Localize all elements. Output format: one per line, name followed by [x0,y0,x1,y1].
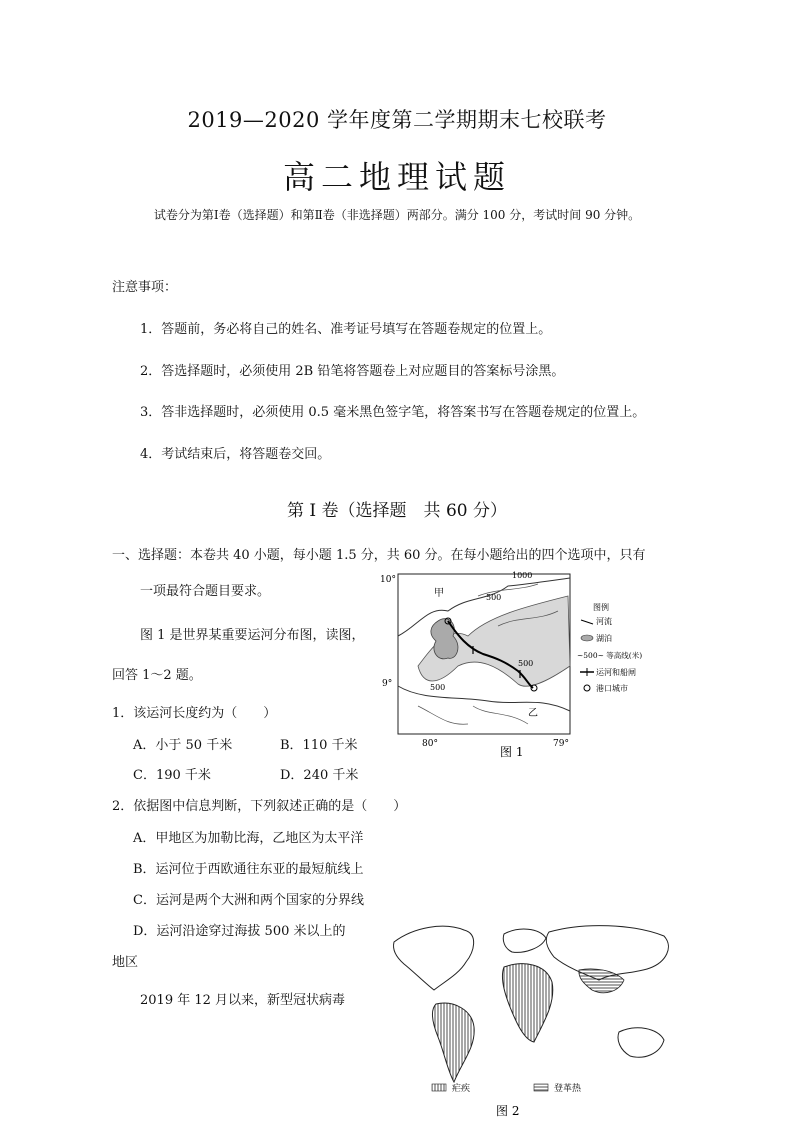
question-1-option-a: A．小于 50 千米 [133,738,233,753]
continent-north-america [393,926,473,990]
question-1-option-d: D．240 千米 [280,768,359,783]
note-item-4: 4．考试结束后，将答题卷交回。 [140,447,331,462]
lat-bottom-label: 9° [382,679,393,689]
section-title: 第 I 卷（选择题 共 60 分） [287,501,507,521]
question-2-stem: 2．依据图中信息判断，下列叙述正确的是（ ） [112,799,407,814]
section-instruction-line2: 一项最符合题目要求。 [140,584,271,599]
continent-south-america [432,1003,474,1082]
note-item-2: 2．答选择题时，必须使用 2B 铅笔将答题卷上对应题目的答案标号涂黑。 [140,364,565,379]
note-item-3: 3．答非选择题时，必须使用 0.5 毫米黑色签字笔，将答案书写在答题卷规定的位置上。 [140,405,646,420]
legend-lake: 湖泊 [596,634,612,643]
question-2-option-a: A．甲地区为加勒比海，乙地区为太平洋 [133,831,364,846]
section-instruction-line1: 一、选择题：本卷共 40 小题，每小题 1.5 分，共 60 分。在每小题给出的四个选项中，只有 [112,548,646,563]
question-2-continuation: 地区 [112,955,139,970]
label-yi: 乙 [528,708,538,719]
label-jia: 甲 [434,588,444,599]
note-item-1: 1．答题前，务必将自己的姓名、准考证号填写在答题卷规定的位置上。 [140,322,552,337]
question-1-option-c: C．190 千米 [133,768,211,783]
continent-europe [503,929,546,952]
question-2-option-c: C．运河是两个大洲和两个国家的分界线 [133,893,364,908]
notes-heading: 注意事项： [112,280,178,295]
question-1-option-b: B．110 千米 [280,738,358,753]
legend-canal: 运河和船闸 [596,668,636,677]
continent-australia [618,1028,664,1057]
lon-right-label: 79° [553,739,569,749]
legend-dengue: 登革热 [554,1084,582,1094]
lon-left-label: 80° [422,739,438,749]
question-1-stem: 1．该运河长度约为（ ） [112,706,277,721]
passage1-line2: 回答 1～2 题。 [112,668,202,683]
figure-1-canal-map [378,566,648,766]
legend-malaria: 疟疾 [452,1084,471,1094]
exam-intro: 试卷分为第Ⅰ卷（选择题）和第Ⅱ卷（非选择题）两部分。满分 100 分，考试时间 90 分钟。 [153,208,641,222]
legend-contour: ~500~ 等高线(米) [577,651,643,660]
figure-2-world-map [374,912,694,1122]
lat-top-label: 10° [380,575,396,585]
legend-river: 河流 [596,617,612,626]
legend-port: 港口城市 [596,684,628,693]
legend-title: 图例 [593,603,609,612]
figure-1-caption: 图 1 [500,745,524,759]
contour-label-500-c: 500 [430,683,446,692]
passage1-line1: 图 1 是世界某重要运河分布图，读图， [140,628,365,643]
contour-label-500-a: 500 [486,593,502,602]
figure-2-caption: 图 2 [496,1104,520,1118]
lake-gatun [431,619,458,659]
continent-africa [502,964,552,1042]
subject-title: 高二地理试题 [282,158,511,196]
question-2-option-d: D．运河沿途穿过海拔 500 米以上的 [133,924,346,939]
question-2-option-b: B．运河位于西欧通往东亚的最短航线上 [133,862,364,877]
passage2-line1: 2019 年 12 月以来，新型冠状病毒 [140,993,346,1008]
exam-title: 2019—2020 学年度第二学期期末七校联考 [187,108,607,132]
contour-label-500-b: 500 [518,659,534,668]
contour-label-1000: 1000 [512,571,533,580]
